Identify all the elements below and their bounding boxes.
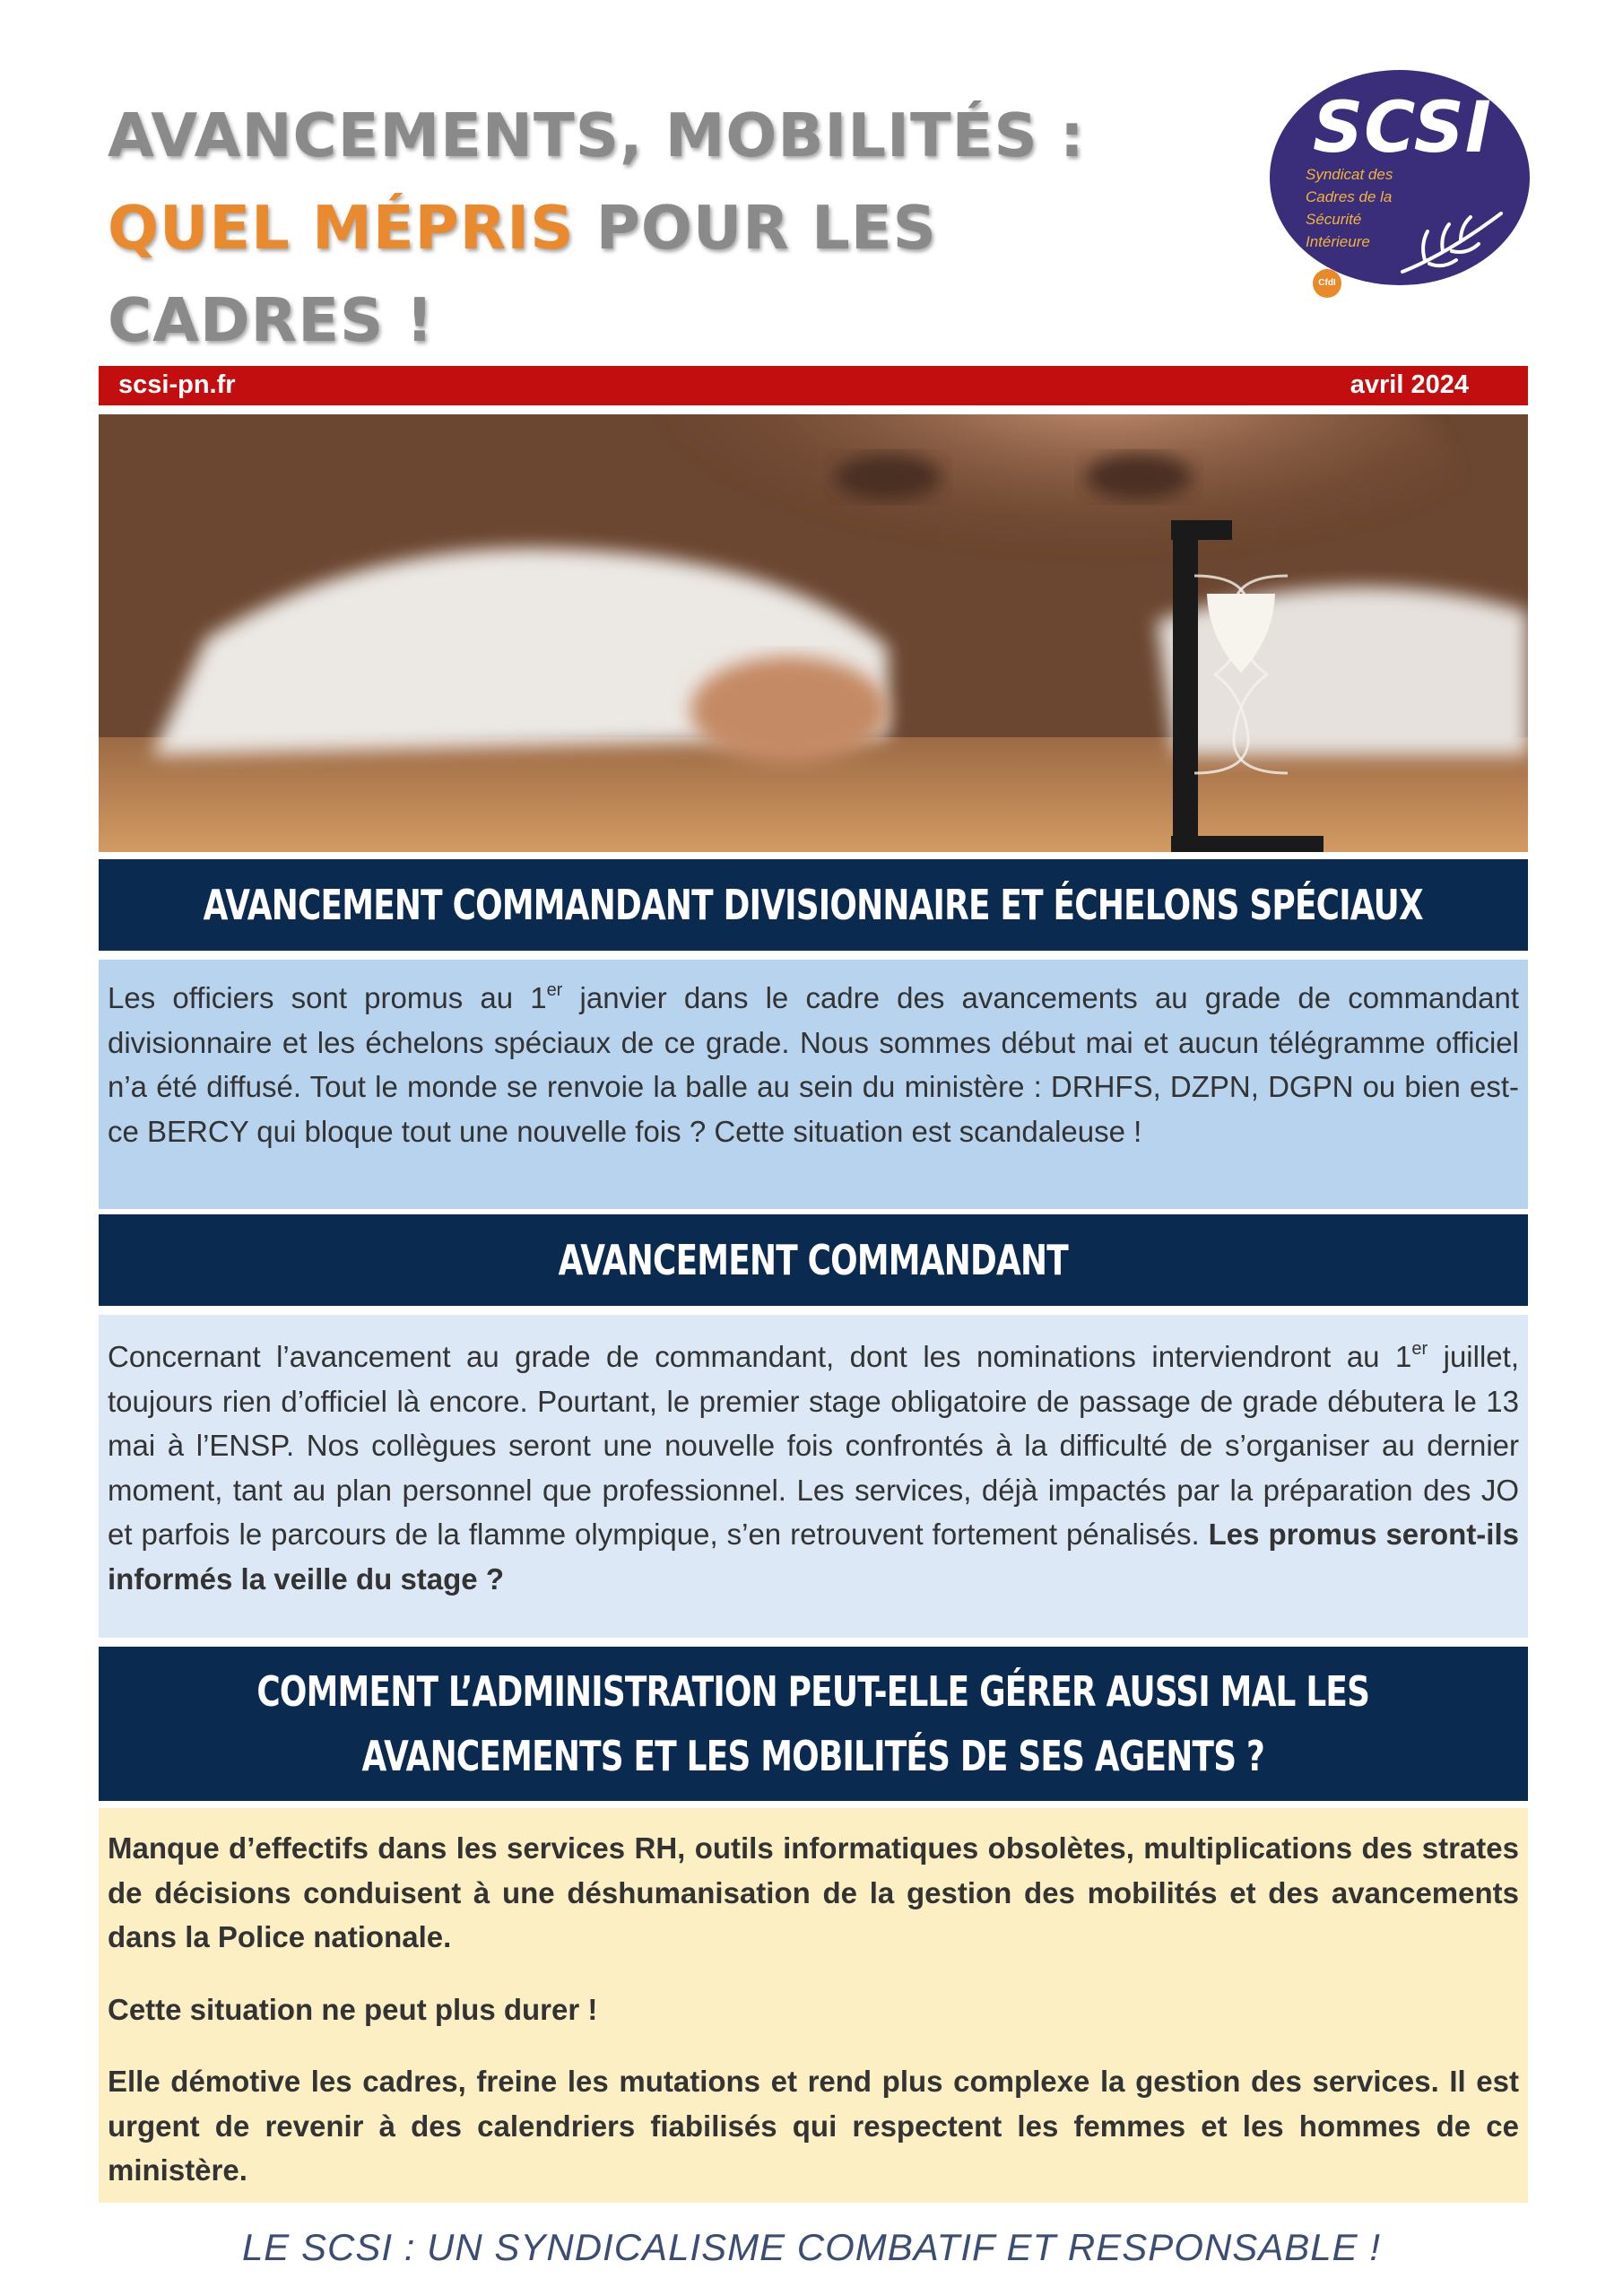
logo-subtitle-line: Sécurité xyxy=(1306,211,1362,228)
section2-text-b: juillet, toujours rien d’officiel là encore. Pourtant, le premier stage obligatoire de passage de grade débutera le 13 mai à l’ENSP. Nos collègues seront une nouvelle fois confrontés à la difficulté de s’organiser au dernier moment, tant au plan personnel que professionnel. Les services, déjà impactés par la préparation des JO et parfois le parcours de la flamme olympique, s’en retrouvent fortement pénalisés. xyxy=(108,1340,1519,1551)
section-text-commandant-divisionnaire xyxy=(99,960,1528,1209)
section2-question: Les promus seront-ils informés la veille du stage ? xyxy=(108,1518,1519,1596)
section-text-commandant xyxy=(99,1315,1528,1638)
section1-text-b: janvier dans le cadre des avancements au grade de commandant divisionnaire et les échelons spéciaux de ce grade. Nous sommes début mai et aucun télégramme officiel n’a été diffusé. Tout le monde se renvoie la balle au sein du ministère : DRHFS, DZPN, DGPN ou bien est-ce BERCY qui bloque tout une nouvelle fois ? Cette situation est scandaleuse ! xyxy=(108,981,1519,1148)
section-text-administration xyxy=(99,1808,1528,2203)
laurel-icon xyxy=(1393,204,1510,276)
title-line-1: AVANCEMENTS, MOBILITÉS : xyxy=(108,100,1085,170)
paragraph: Manque d’effectifs dans les services RH, outils informatiques obsolètes, multiplications des strates de décisions conduisent à une déshumanisation de la gestion des mobilités et des avancements dans la Police nationale. xyxy=(108,1831,1519,1953)
logo-name: SCSI xyxy=(1313,88,1492,169)
section2-text-a: Concernant l’avancement au grade de commandant, dont les nominations interviendront au 1 xyxy=(108,1340,1412,1373)
footer-slogan: LE SCSI : UN SYNDICALISME COMBATIF ET RESPONSABLE ! xyxy=(241,2226,1382,2268)
section-heading-commandant: AVANCEMENT COMMANDANT xyxy=(558,1236,1069,1284)
logo-subtitle-line: Intérieure xyxy=(1306,233,1370,250)
section1-text-a: Les officiers sont promus au 1 xyxy=(108,981,547,1014)
hourglass-photo xyxy=(99,414,1528,852)
cfdi-badge: CfdI xyxy=(1313,269,1341,298)
paragraph: Cette situation ne peut plus durer ! xyxy=(108,1992,598,2026)
header-band xyxy=(99,366,1528,405)
section1-sup: er xyxy=(546,980,563,1000)
website-link[interactable]: scsi-pn.fr xyxy=(118,370,236,399)
logo-subtitle-line: Syndicat des xyxy=(1306,166,1393,183)
heading-line-1: COMMENT L’ADMINISTRATION PEUT-ELLE GÉRER AUSSI MAL LES xyxy=(256,1667,1370,1716)
title-line-2 xyxy=(108,182,1184,274)
scsi-logo xyxy=(1270,70,1530,288)
document-title xyxy=(108,90,1184,367)
section-heading-commandant-divisionnaire: AVANCEMENT COMMANDANT DIVISIONNAIRE ET ÉCHELONS SPÉCIAUX xyxy=(203,881,1424,929)
logo-subtitle-line: Cadres de la xyxy=(1306,188,1393,205)
section-heading-administration xyxy=(99,1647,1528,1801)
title-line-2-rest: POUR LES xyxy=(574,193,937,263)
issue-date: avril 2024 xyxy=(1350,370,1469,399)
title-accent: QUEL MÉPRIS xyxy=(108,193,575,263)
photo-illustration xyxy=(99,414,1528,852)
title-line-3: CADRES ! xyxy=(108,285,435,355)
paragraph: Elle démotive les cadres, freine les mutations et rend plus complexe la gestion des services. Il est urgent de revenir à des calendriers fiabilisés qui respectent les femmes et les hommes de ce ministère. xyxy=(108,2065,1519,2187)
section2-sup: er xyxy=(1411,1339,1428,1359)
heading-line-2: AVANCEMENTS ET LES MOBILITÉS DE SES AGENTS ? xyxy=(361,1732,1265,1780)
